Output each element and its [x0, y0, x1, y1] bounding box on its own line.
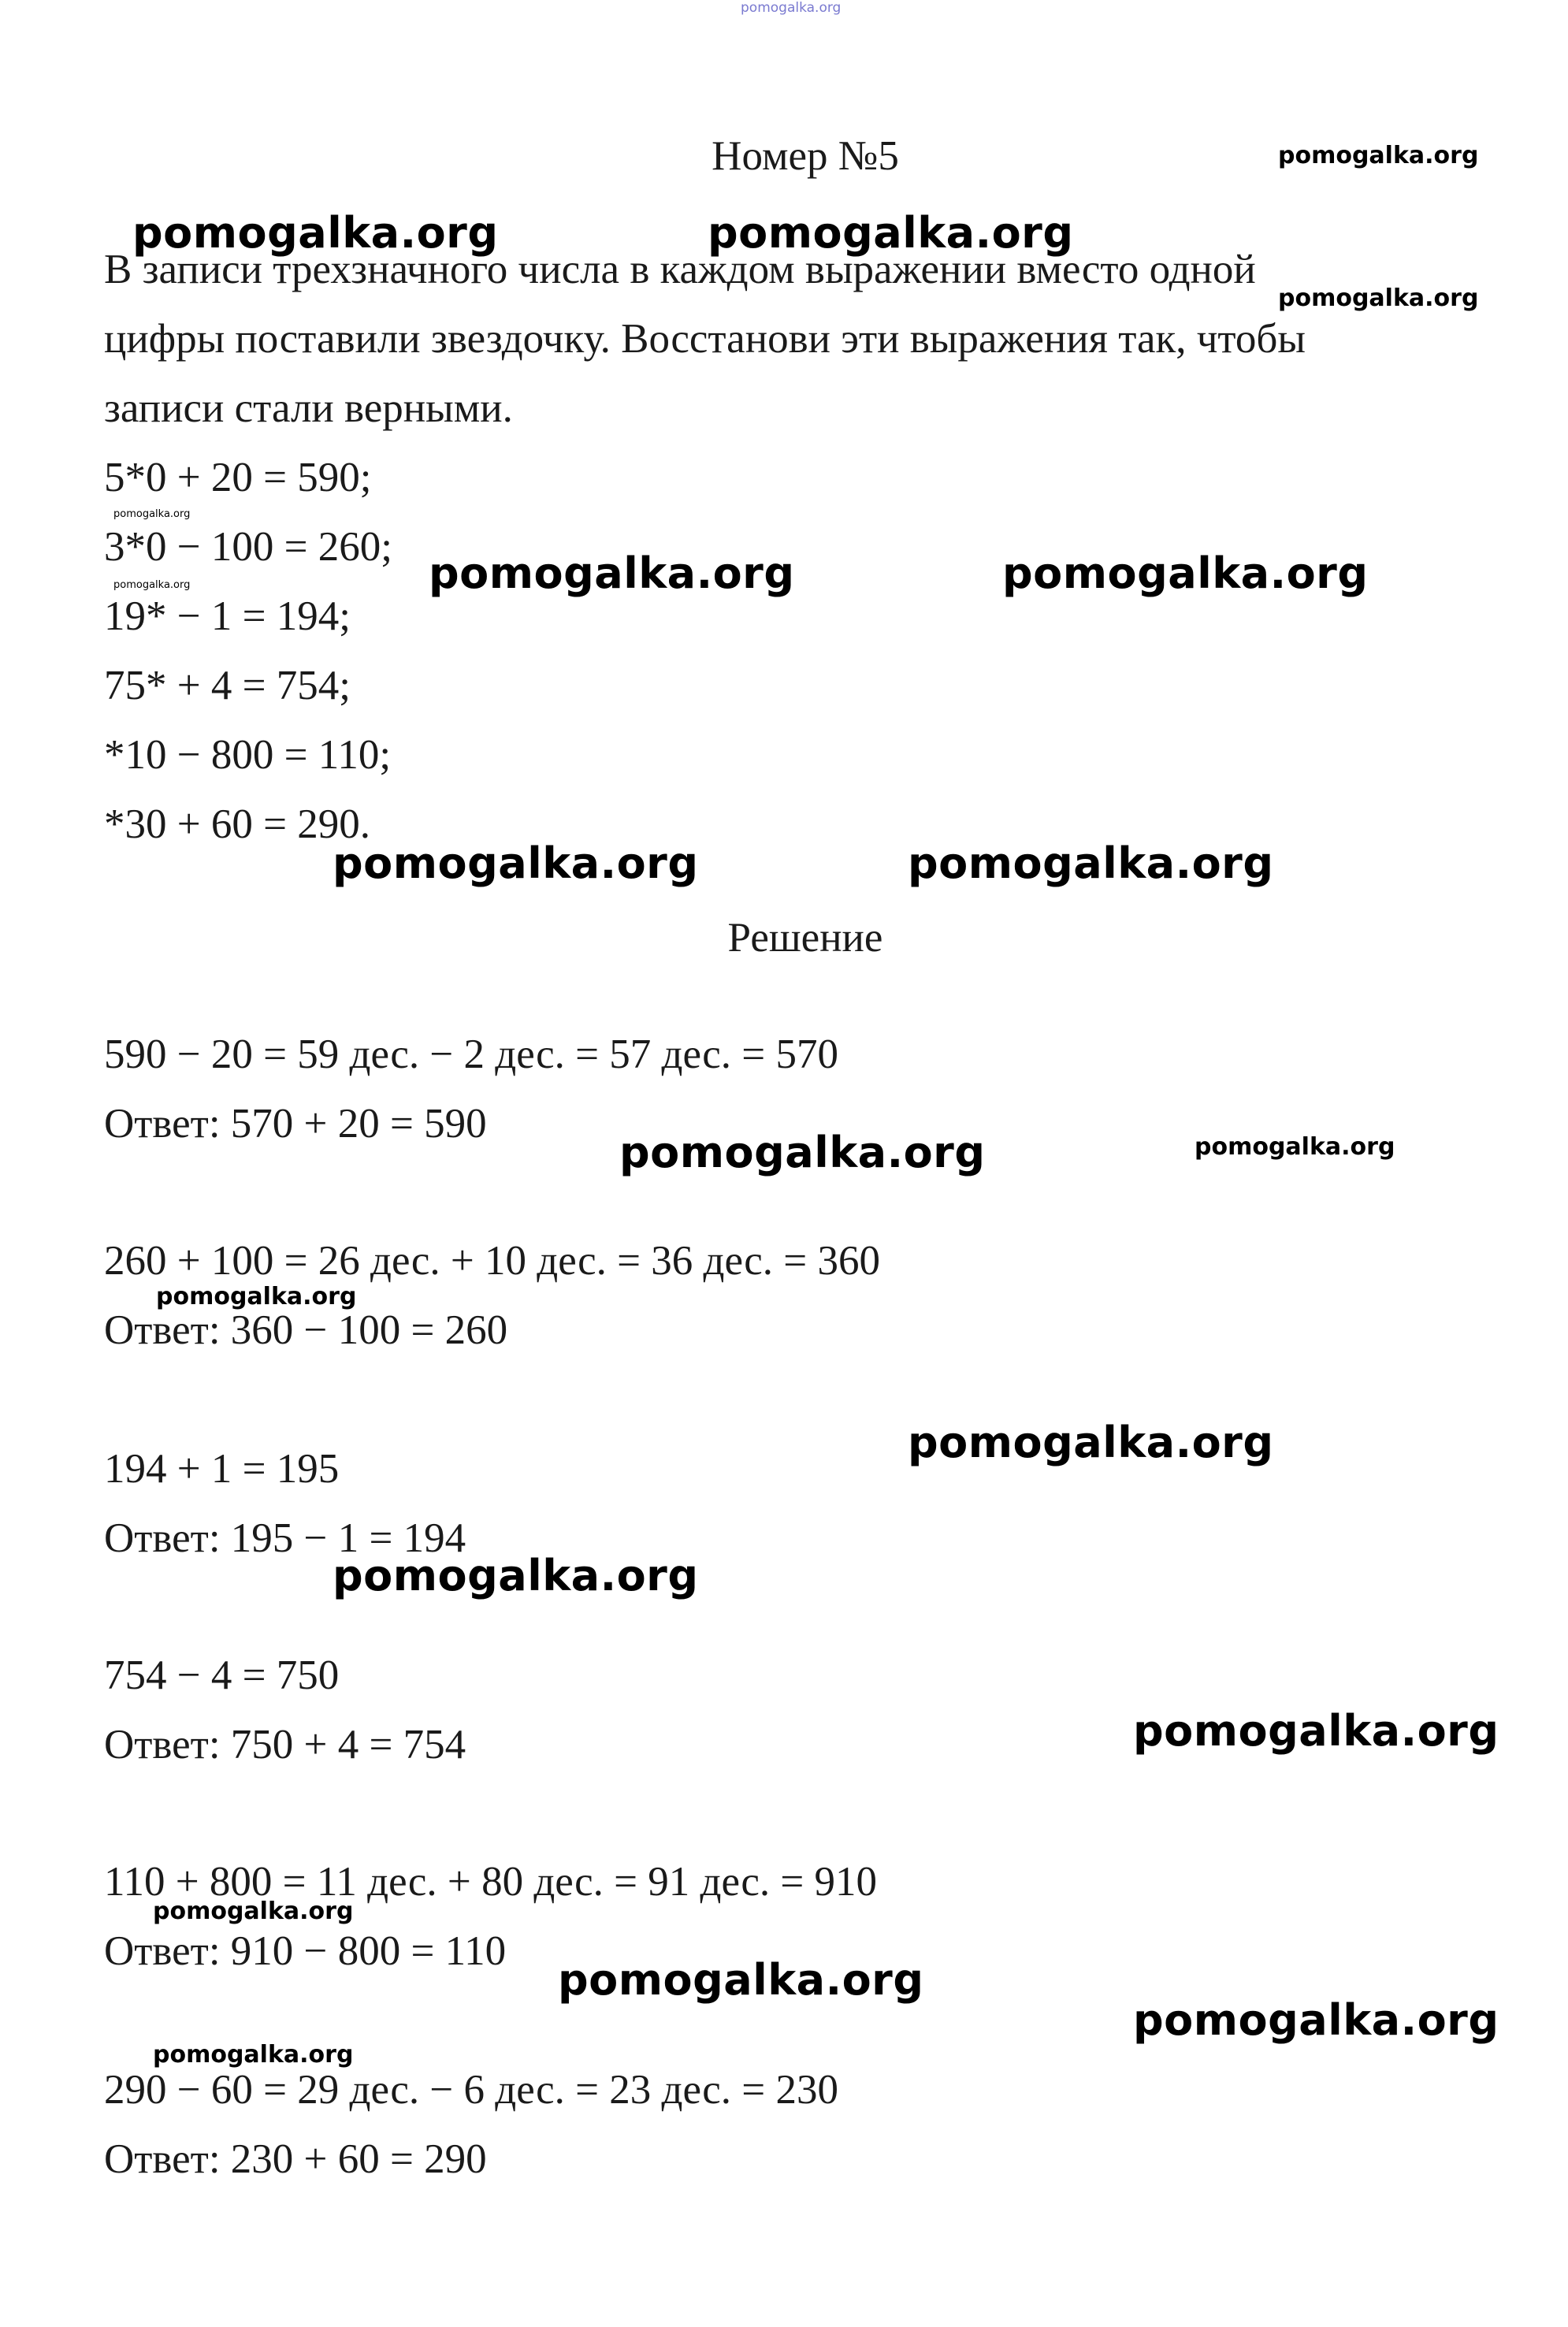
watermark: pomogalka.org — [1133, 1995, 1499, 2045]
expression-5: *10 − 800 = 110; — [104, 732, 392, 778]
watermark: pomogalka.org — [113, 579, 191, 591]
watermark: pomogalka.org — [1278, 142, 1479, 169]
solution-heading: Решение — [727, 915, 883, 961]
watermark: pomogalka.org — [708, 208, 1074, 258]
expression-4: 75* + 4 = 754; — [104, 663, 351, 708]
solution-4-work: 754 − 4 = 750 — [104, 1652, 340, 1698]
solution-4-answer: Ответ: 750 + 4 = 754 — [104, 1722, 466, 1768]
watermark: pomogalka.org — [908, 838, 1274, 888]
watermark: pomogalka.org — [1002, 548, 1369, 598]
watermark: pomogalka.org — [156, 1283, 357, 1310]
watermark: pomogalka.org — [1278, 284, 1479, 312]
solution-6-answer: Ответ: 230 + 60 = 290 — [104, 2136, 487, 2182]
solution-5-answer: Ответ: 910 − 800 = 110 — [104, 1928, 507, 1974]
expression-2: 3*0 − 100 = 260; — [104, 524, 393, 570]
problem-line-1: В записи трехзначного числа в каждом выражении вместо одной — [104, 247, 1256, 292]
problem-line-2: цифры поставили звездочку. Восстанови эти выражения так, чтобы — [104, 316, 1306, 362]
solution-3-answer: Ответ: 195 − 1 = 194 — [104, 1515, 466, 1561]
solution-2-work: 260 + 100 = 26 дес. + 10 дес. = 36 дес. = 360 — [104, 1238, 880, 1284]
watermark: pomogalka.org — [619, 1128, 986, 1177]
solution-6-work: 290 − 60 = 29 дес. − 6 дес. = 23 дес. = 230 — [104, 2067, 838, 2113]
solution-3-work: 194 + 1 = 195 — [104, 1446, 340, 1492]
watermark: pomogalka.org — [153, 2041, 354, 2069]
problem-line-3: записи стали верными. — [104, 385, 513, 431]
watermark: pomogalka.org — [333, 1551, 699, 1600]
solution-1-answer: Ответ: 570 + 20 = 590 — [104, 1101, 487, 1147]
watermark: pomogalka.org — [132, 208, 499, 258]
expression-1: 5*0 + 20 = 590; — [104, 455, 372, 500]
watermark: pomogalka.org — [1133, 1706, 1499, 1756]
watermark: pomogalka.org — [153, 1898, 354, 1925]
watermark: pomogalka.org — [558, 1955, 924, 2005]
expression-6: *30 + 60 = 290. — [104, 801, 371, 847]
watermark: pomogalka.org — [429, 548, 795, 598]
solution-1-work: 590 − 20 = 59 дес. − 2 дес. = 57 дес. = 570 — [104, 1032, 838, 1077]
solution-2-answer: Ответ: 360 − 100 = 260 — [104, 1307, 508, 1353]
watermark: pomogalka.org — [741, 0, 842, 16]
watermark: pomogalka.org — [908, 1418, 1274, 1467]
watermark: pomogalka.org — [333, 838, 699, 888]
watermark: pomogalka.org — [113, 508, 191, 520]
solution-5-work: 110 + 800 = 11 дес. + 80 дес. = 91 дес. = 910 — [104, 1859, 878, 1905]
expression-3: 19* − 1 = 194; — [104, 593, 351, 639]
page-title: Номер №5 — [712, 133, 899, 179]
watermark: pomogalka.org — [1195, 1133, 1395, 1161]
